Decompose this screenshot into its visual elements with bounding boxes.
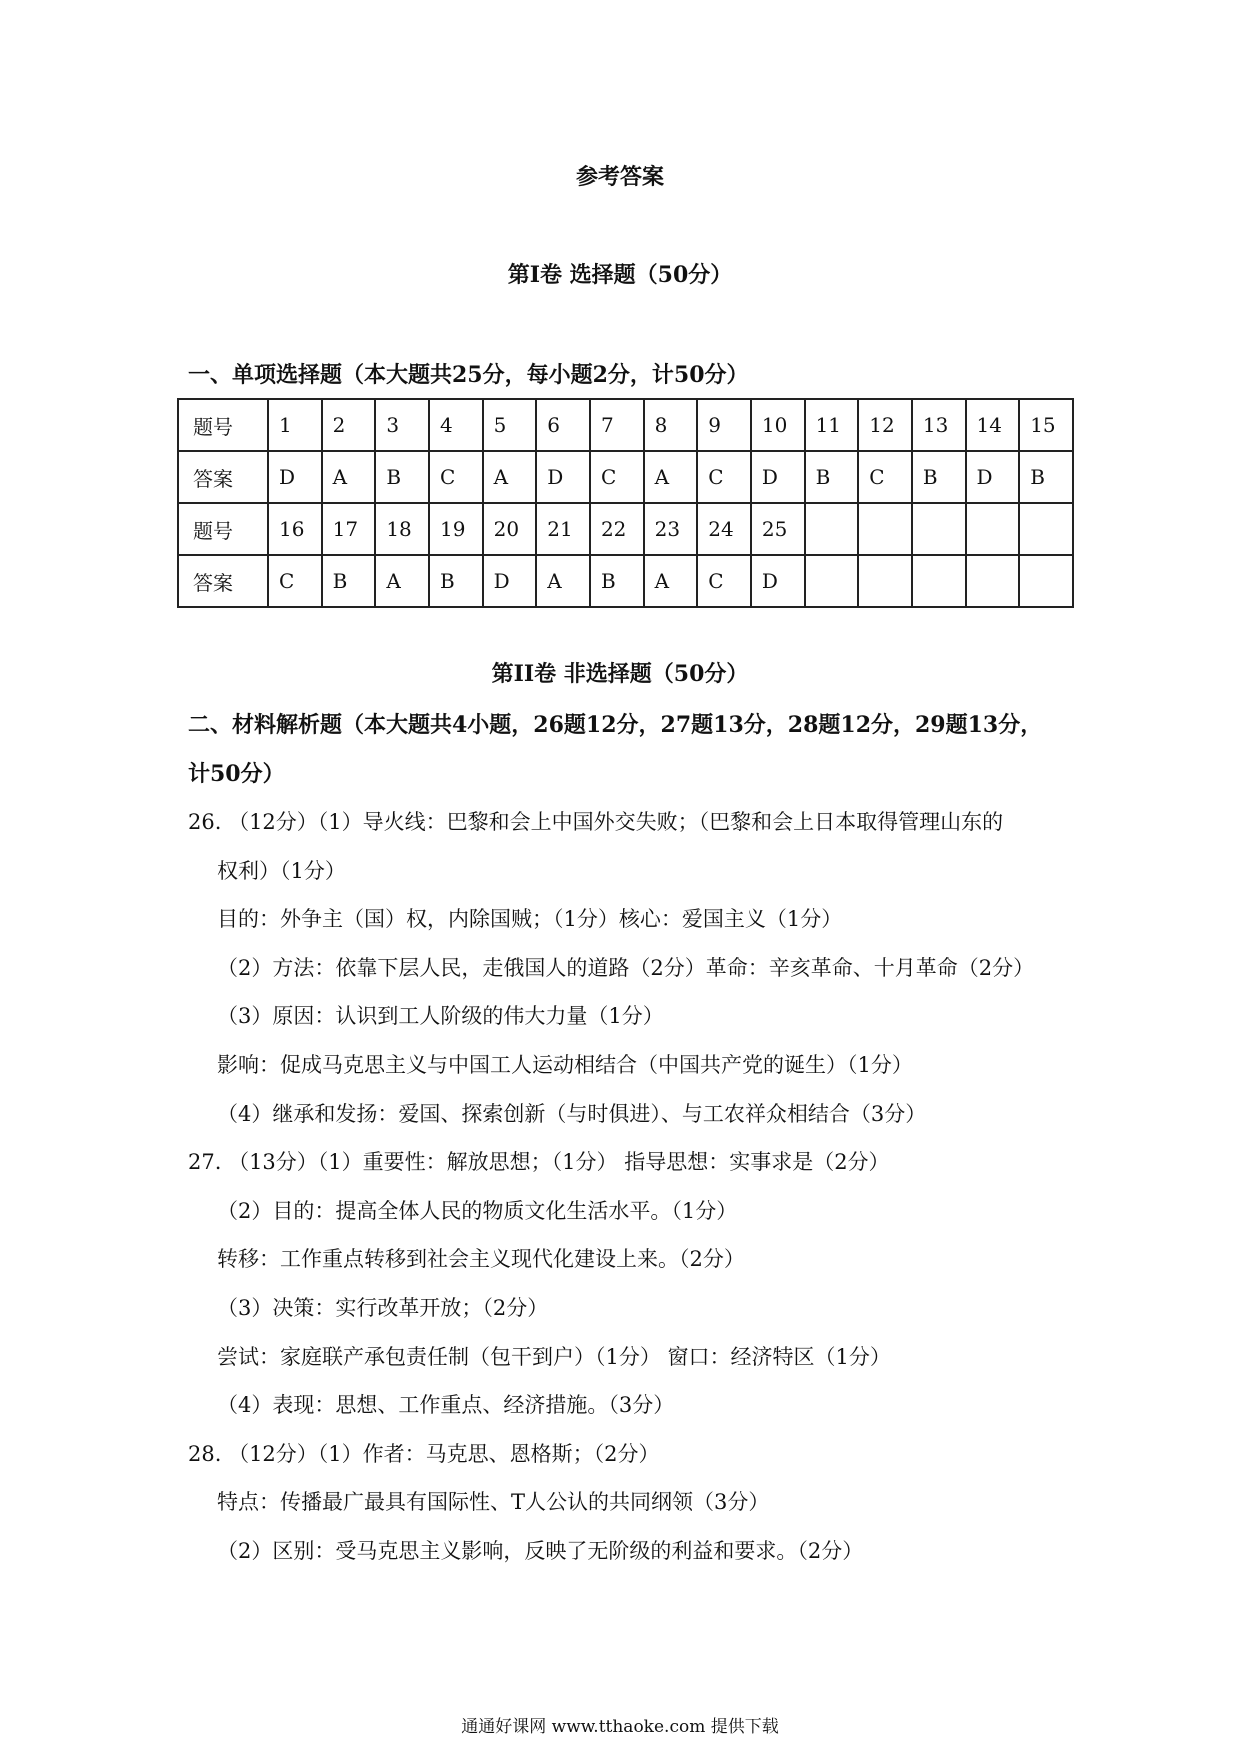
table-cell: A <box>375 555 429 607</box>
table-cell: 13 <box>912 399 966 451</box>
table-cell: B <box>322 555 376 607</box>
table-row <box>178 503 1073 555</box>
table-cell: B <box>375 451 429 503</box>
answer-line: 影响：促成马克思主义与中国工人运动相结合（中国共产党的诞生）（1分） <box>217 1053 913 1077</box>
table-cell: C <box>590 451 644 503</box>
table-cell: 15 <box>1019 399 1073 451</box>
answer-line: （4）继承和发扬：爱国、探索创新（与时俱进）、与工农祥众相结合（3分） <box>217 1102 927 1126</box>
answer-line: 27. （13分）（1）重要性：解放思想；（1分） 指导思想：实事求是（2分） <box>188 1150 890 1174</box>
row-label: 题号 <box>178 399 268 451</box>
row-label: 答案 <box>178 555 268 607</box>
part1-heading: 第Ⅰ卷 选择题（50分） <box>507 262 733 288</box>
table-cell: B <box>590 555 644 607</box>
answer-line: 权利）（1分） <box>217 859 346 883</box>
table-cell <box>912 555 966 607</box>
table-cell: B <box>1019 451 1073 503</box>
table-cell: A <box>483 451 537 503</box>
table-cell <box>1019 555 1073 607</box>
table-cell: 22 <box>590 503 644 555</box>
table-cell: B <box>805 451 859 503</box>
table-cell: 24 <box>697 503 751 555</box>
table-cell <box>1019 503 1073 555</box>
section2-heading-cont: 计50分） <box>188 761 285 787</box>
footer-credit: 通通好课网 www.tthaoke.com 提供下载 <box>461 1717 779 1737</box>
table-cell: 5 <box>483 399 537 451</box>
table-cell: B <box>912 451 966 503</box>
table-cell: D <box>751 555 805 607</box>
table-cell: 2 <box>322 399 376 451</box>
table-row <box>178 555 1073 607</box>
table-cell: 21 <box>536 503 590 555</box>
table-cell: 16 <box>268 503 322 555</box>
table-cell: 12 <box>858 399 912 451</box>
table-cell: A <box>322 451 376 503</box>
table-cell: 14 <box>966 399 1020 451</box>
row-label: 题号 <box>178 503 268 555</box>
table-cell: 4 <box>429 399 483 451</box>
table-cell: D <box>483 555 537 607</box>
table-row <box>178 399 1073 451</box>
table-cell: D <box>966 451 1020 503</box>
table-cell <box>805 555 859 607</box>
table-cell <box>966 555 1020 607</box>
row-label: 答案 <box>178 451 268 503</box>
table-cell: 20 <box>483 503 537 555</box>
answer-line: 尝试：家庭联产承包责任制（包干到户）（1分） 窗口：经济特区（1分） <box>217 1345 891 1369</box>
table-cell: 19 <box>429 503 483 555</box>
table-cell: C <box>697 555 751 607</box>
table-cell: D <box>536 451 590 503</box>
section1-heading: 一、单项选择题（本大题共25分，每小题2分，计50分） <box>188 362 749 388</box>
answer-line: （2）区别：受马克思主义影响，反映了无阶级的利益和要求。（2分） <box>217 1539 864 1563</box>
table-cell: 6 <box>536 399 590 451</box>
answer-line: 26. （12分）（1）导火线：巴黎和会上中国外交失败；（巴黎和会上日本取得管理山东的 <box>188 810 1004 834</box>
table-cell <box>805 503 859 555</box>
table-cell: 18 <box>375 503 429 555</box>
table-cell: 25 <box>751 503 805 555</box>
table-cell: B <box>429 555 483 607</box>
table-cell: 23 <box>644 503 698 555</box>
answer-table <box>177 398 1074 608</box>
answer-line: 28. （12分）（1）作者：马克思、恩格斯；（2分） <box>188 1442 660 1466</box>
table-cell: D <box>268 451 322 503</box>
table-cell <box>858 503 912 555</box>
table-cell: 10 <box>751 399 805 451</box>
table-cell: A <box>644 451 698 503</box>
table-cell <box>912 503 966 555</box>
answer-line: （4）表现：思想、工作重点、经济措施。（3分） <box>217 1393 675 1417</box>
section2-heading: 二、材料解析题（本大题共4小题，26题12分，27题13分，28题12分，29题13分， <box>188 712 1043 738</box>
part2-heading: 第II卷 非选择题（50分） <box>491 661 749 687</box>
table-cell: 3 <box>375 399 429 451</box>
answer-line: 目的：外争主（国）权，内除国贼；（1分）核心：爱国主义（1分） <box>217 907 843 931</box>
answer-line: 转移：工作重点转移到社会主义现代化建设上来。（2分） <box>217 1247 745 1271</box>
table-cell: 17 <box>322 503 376 555</box>
table-cell <box>858 555 912 607</box>
answer-line: （3）原因：认识到工人阶级的伟大力量（1分） <box>217 1004 664 1028</box>
table-cell: 7 <box>590 399 644 451</box>
answer-line: （3）决策：实行改革开放；（2分） <box>217 1296 549 1320</box>
table-cell <box>966 503 1020 555</box>
answer-line: （2）目的：提高全体人民的物质文化生活水平。（1分） <box>217 1199 738 1223</box>
table-cell: C <box>858 451 912 503</box>
table-cell: 9 <box>697 399 751 451</box>
table-cell: 11 <box>805 399 859 451</box>
table-row <box>178 451 1073 503</box>
table-cell: A <box>644 555 698 607</box>
answer-line: 特点：传播最广最具有国际性、T人公认的共同纲领（3分） <box>217 1490 770 1514</box>
table-cell: C <box>268 555 322 607</box>
table-cell: 8 <box>644 399 698 451</box>
table-cell: C <box>429 451 483 503</box>
page-title: 参考答案 <box>575 164 664 190</box>
table-cell: C <box>697 451 751 503</box>
table-cell: A <box>536 555 590 607</box>
table-cell: D <box>751 451 805 503</box>
table-cell: 1 <box>268 399 322 451</box>
answer-line: （2）方法：依靠下层人民，走俄国人的道路（2分）革命：辛亥革命、十月革命（2分） <box>217 956 1035 980</box>
